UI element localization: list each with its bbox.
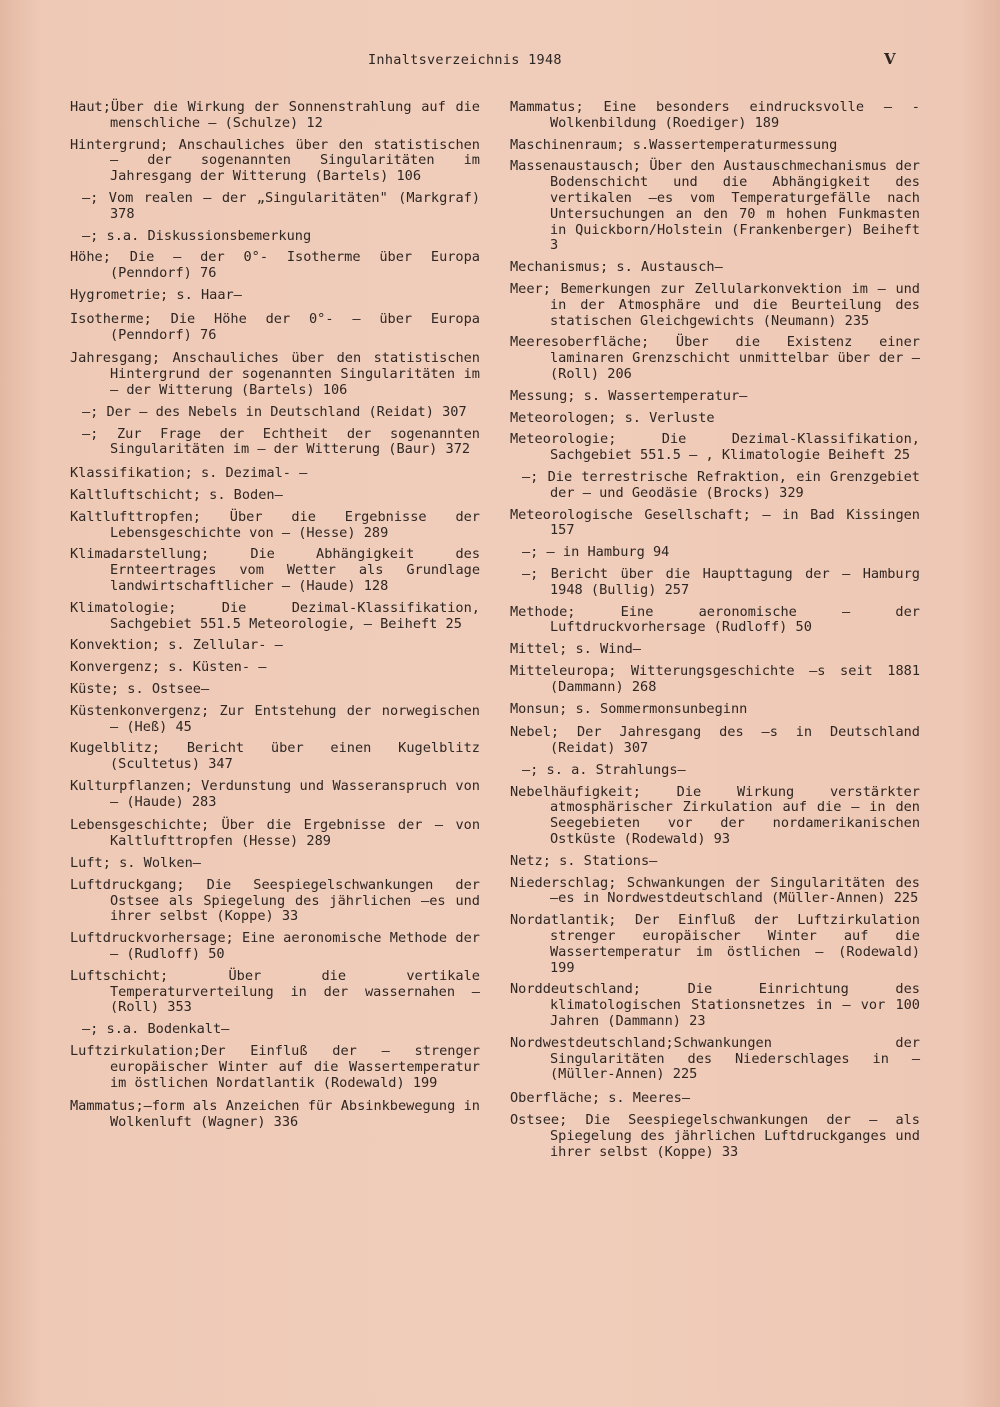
- index-entry: Meteorologie; Die Dezimal-Klassifikation, Sachgebiet 551.5 — , Klimatologie Beiheft 25: [510, 431, 920, 464]
- index-entry: Norddeutschland; Die Einrichtung des klimatologischen Stationsnetzes in — vor 100 Jahren (Dammann) 23: [510, 981, 920, 1030]
- index-entry: Mechanismus; s. Austausch—: [510, 259, 723, 276]
- index-entry: Mittel; s. Wind—: [510, 641, 641, 658]
- index-entry: Haut;Über die Wirkung der Sonnenstrahlung auf die menschliche — (Schulze) 12: [70, 99, 480, 131]
- index-entry: Messung; s. Wassertemperatur—: [510, 387, 748, 404]
- index-entry: Methode; Eine aeronomische — der Luftdruckvorhersage (Rudloff) 50: [510, 603, 920, 636]
- index-entry: Luftdruckvorhersage; Eine aeronomische Methode der — (Rudloff) 50: [70, 930, 480, 963]
- index-entry: Nordwestdeutschland;Schwankungen der Singularitäten des Niederschlages in — (Müller-Annen) 225: [510, 1034, 920, 1083]
- index-entry: Luftschicht; Über die vertikale Temperaturverteilung in der wassernahen — (Roll) 353: [70, 967, 480, 1016]
- index-entry: Lebensgeschichte; Über die Ergebnisse der — von Kaltlufttropfen (Hesse) 289: [70, 817, 480, 850]
- index-entry: Mammatus;—form als Anzeichen für Absinkbewegung in Wolkenluft (Wagner) 336: [70, 1098, 480, 1131]
- index-entry: Jahresgang; Anschauliches über den statistischen Hintergrund der sogenannten Singularitäten im — der Witterung (Bartels) 106: [70, 350, 480, 398]
- index-entry: Mitteleuropa; Witterungsgeschichte —s seit 1881 (Dammann) 268: [510, 662, 920, 695]
- index-entry: —; Zur Frage der Echtheit der sogenannten Singularitäten im — der Witterung (Baur) 372: [82, 425, 480, 458]
- index-entry: Luft; s. Wolken—: [70, 855, 201, 872]
- index-entry: Höhe; Die — der 0°- Isotherme über Europa (Penndorf) 76: [70, 249, 480, 282]
- index-entry: Meer; Bemerkungen zur Zellularkonvektion im — und in der Atmosphäre und die Beurteilung des statischen Gleichgewichts (Neumann) 235: [510, 280, 920, 329]
- index-entry: —; s.a. Bodenkalt—: [82, 1021, 230, 1038]
- index-entry: Klimatologie; Die Dezimal-Klassifikation, Sachgebiet 551.5 Meteorologie, — Beiheft 25: [70, 599, 480, 632]
- index-entry: Oberfläche; s. Meeres—: [510, 1090, 691, 1107]
- index-entry: —; Die terrestrische Refraktion, ein Grenzgebiet der — und Geodäsie (Brocks) 329: [522, 468, 920, 501]
- index-entry: Kugelblitz; Bericht über einen Kugelblitz (Scultetus) 347: [70, 740, 480, 773]
- index-entry: Konvergenz; s. Küsten- —: [70, 659, 267, 676]
- left-index-column: [70, 100, 480, 1137]
- right-index-column: [510, 100, 920, 1166]
- index-entry: Hintergrund; Anschauliches über den statistischen — der sogenannten Singularitäten im Jahresgang der Witterung (Bartels) 106: [70, 136, 480, 185]
- index-entry: Meeresoberfläche; Über die Existenz einer laminaren Grenzschicht unmittelbar über der — (Roll) 206: [510, 334, 920, 382]
- index-entry: Meteorologische Gesellschaft; — in Bad Kissingen 157: [510, 506, 920, 539]
- index-entry: —; Der — des Nebels in Deutschland (Reidat) 307: [82, 403, 467, 420]
- index-entry: —; Vom realen — der „Singularitäten" (Markgraf) 378: [82, 189, 480, 222]
- index-entry: Kaltlufttropfen; Über die Ergebnisse der Lebensgeschichte von — (Hesse) 289: [70, 508, 480, 541]
- index-entry: Luftzirkulation;Der Einfluß der — strenger europäischer Winter auf die Wassertemperatur im östlichen Nordatlantik (Rodewald) 199: [70, 1043, 480, 1091]
- index-entry: Netz; s. Stations—: [510, 852, 658, 869]
- index-entry: Meteorologen; s. Verluste: [510, 409, 715, 426]
- index-entry: Küstenkonvergenz; Zur Entstehung der norwegischen — (Heß) 45: [70, 702, 480, 735]
- index-entry: Nebel; Der Jahresgang des —s in Deutschland (Reidat) 307: [510, 724, 920, 757]
- index-entry: Konvektion; s. Zellular- —: [70, 637, 283, 654]
- index-entry: —; s. a. Strahlungs—: [522, 761, 686, 778]
- index-entry: —; s.a. Diskussionsbemerkung: [82, 227, 312, 244]
- index-entry: —; — in Hamburg 94: [522, 544, 670, 561]
- index-entry: —; Bericht über die Haupttagung der — Hamburg 1948 (Bullig) 257: [522, 565, 920, 598]
- index-entry: Küste; s. Ostsee—: [70, 680, 210, 697]
- index-entry: Maschinenraum; s.Wassertemperaturmessung: [510, 136, 838, 153]
- index-entry: Luftdruckgang; Die Seespiegelschwankungen der Ostsee als Spiegelung des jährlichen —es und ihrer selbst (Koppe) 33: [70, 876, 480, 925]
- index-entry: Ostsee; Die Seespiegelschwankungen der — als Spiegelung des jährlichen Luftdruckganges und ihrer selbst (Koppe) 33: [510, 1112, 920, 1160]
- index-entry: Nordatlantik; Der Einfluß der Luftzirkulation strenger europäischer Winter auf die Wassertemperatur im östlichen — (Rodewald) 199: [510, 912, 920, 976]
- index-entry: Hygrometrie; s. Haar—: [70, 286, 242, 303]
- index-entry: Monsun; s. Sommermonsunbeginn: [510, 700, 748, 717]
- index-entry: Nebelhäufigkeit; Die Wirkung verstärkter atmosphärischer Zirkulation auf die — in den Seegebieten vor der nordamerikanischen Ostküste (Rodewald) 93: [510, 783, 920, 848]
- index-entry: Klassifikation; s. Dezimal- —: [70, 465, 308, 482]
- index-entry: Mammatus; Eine besonders eindrucksvolle — - Wolkenbildung (Roediger) 189: [510, 99, 920, 131]
- index-entry: Klimadarstellung; Die Abhängigkeit des Ernteertrages vom Wetter als Grundlage landwirtschaftlicher — (Haude) 128: [70, 546, 480, 594]
- index-entry: Massenaustausch; Über den Austauschmechanismus der Bodenschicht und die Abhängigkeit des vertikalen —es vom Temperaturgefälle nach Untersuchungen an den 70 m hohen Funkmasten in Quickborn/Holstein (Frankenberger) Beiheft 3: [510, 158, 920, 254]
- running-header-title: Inhaltsverzeichnis 1948: [368, 52, 562, 68]
- index-entry: Isotherme; Die Höhe der 0°- — über Europa (Penndorf) 76: [70, 310, 480, 343]
- index-entry: Niederschlag; Schwankungen der Singularitäten des —es in Nordwestdeutschland (Müller-Annen) 225: [510, 874, 920, 907]
- index-entry: Kaltluftschicht; s. Boden—: [70, 486, 283, 503]
- index-entry: Kulturpflanzen; Verdunstung und Wasseranspruch von — (Haude) 283: [70, 777, 480, 810]
- page-number: V: [884, 50, 896, 68]
